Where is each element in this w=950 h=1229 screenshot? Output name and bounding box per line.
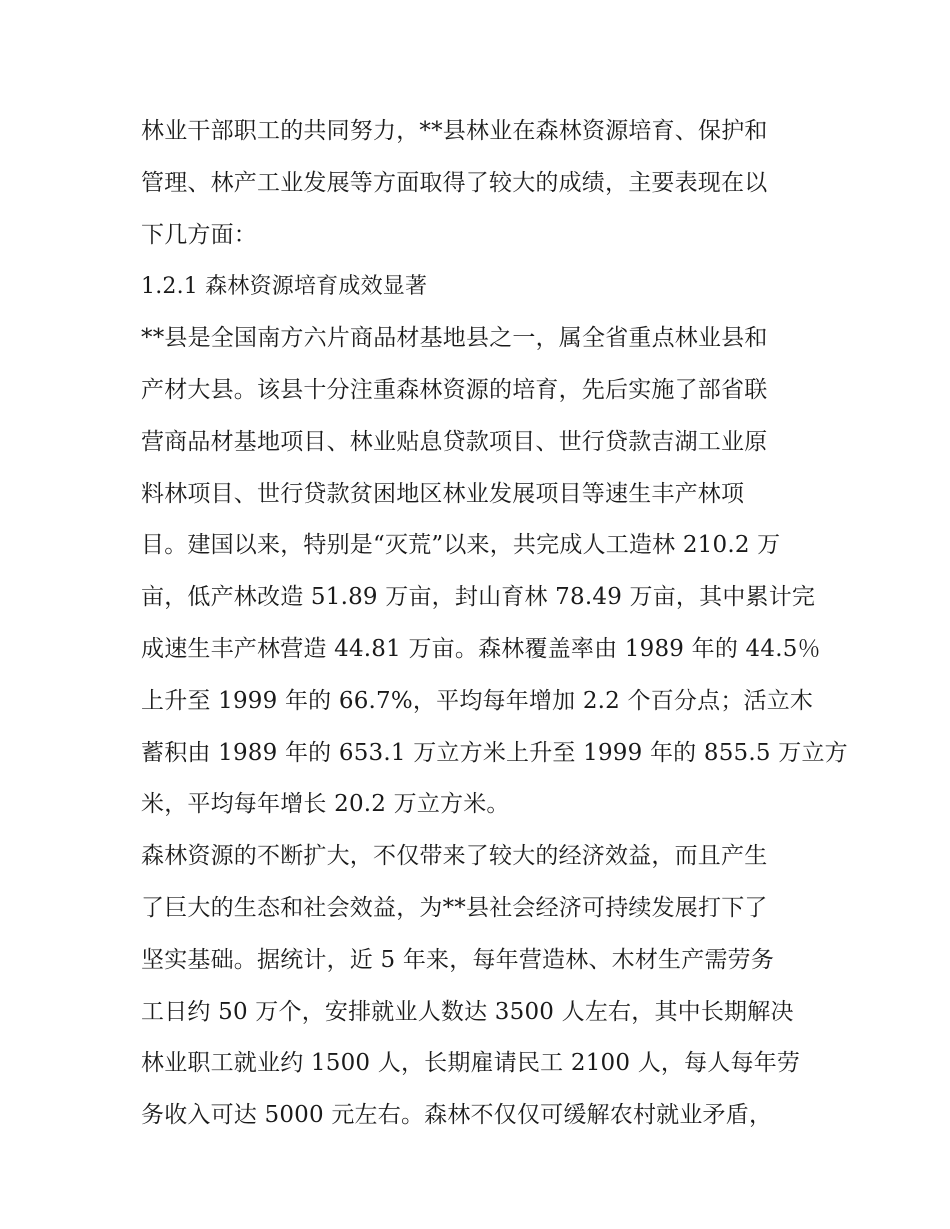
- paragraph-line: 坚实基础。据统计，近 5 年来，每年营造林、木材生产需劳务: [141, 946, 775, 973]
- paragraph-line: 营商品材基地项目、林业贴息贷款项目、世行贷款吉湖工业原: [141, 428, 768, 455]
- paragraph-line: 目。建国以来，特别是“灭荒”以来，共完成人工造林 210.2 万: [141, 532, 781, 559]
- paragraph-line: 工日约 50 万个，安排就业人数达 3500 人左右，其中长期解决: [141, 998, 794, 1025]
- section-heading: 1.2.1 森林资源培育成效显著: [141, 274, 428, 300]
- paragraph-line: 务收入可达 5000 元左右。森林不仅仅可缓解农村就业矛盾，: [141, 1102, 773, 1129]
- paragraph-line: 料林项目、世行贷款贫困地区林业发展项目等速生丰产林项: [141, 480, 745, 507]
- paragraph-line: 下几方面：: [141, 221, 257, 248]
- paragraph-line: 成速生丰产林营造 44.81 万亩。森林覆盖率由 1989 年的 44.5％: [141, 635, 821, 662]
- paragraph-line: 林业干部职工的共同努力，**县林业在森林资源培育、保护和: [141, 118, 768, 144]
- paragraph-line: 林业职工就业约 1500 人，长期雇请民工 2100 人，每人每年劳: [141, 1050, 801, 1077]
- paragraph-line: 米，平均每年增长 20.2 万立方米。: [141, 791, 510, 818]
- document-body: [141, 106, 848, 1142]
- paragraph-line: 产材大县。该县十分注重森林资源的培育，先后实施了部省联: [141, 376, 768, 403]
- paragraph-line: 亩，低产林改造 51.89 万亩，封山育林 78.49 万亩，其中累计完: [141, 584, 816, 611]
- paragraph-line: 管理、林产工业发展等方面取得了较大的成绩，主要表现在以: [141, 169, 768, 196]
- paragraph-line: 了巨大的生态和社会效益，为**县社会经济可持续发展打下了: [141, 894, 768, 921]
- paragraph-line: 上升至 1999 年的 66.7%，平均每年增加 2.2 个百分点；活立木: [141, 687, 814, 714]
- paragraph-line: 蓄积由 1989 年的 653.1 万立方米上升至 1999 年的 855.5 万立方: [141, 739, 848, 766]
- paragraph-line: **县是全国南方六片商品材基地县之一，属全省重点林业县和: [141, 325, 768, 352]
- paragraph-line: 森林资源的不断扩大，不仅带来了较大的经济效益，而且产生: [141, 843, 768, 870]
